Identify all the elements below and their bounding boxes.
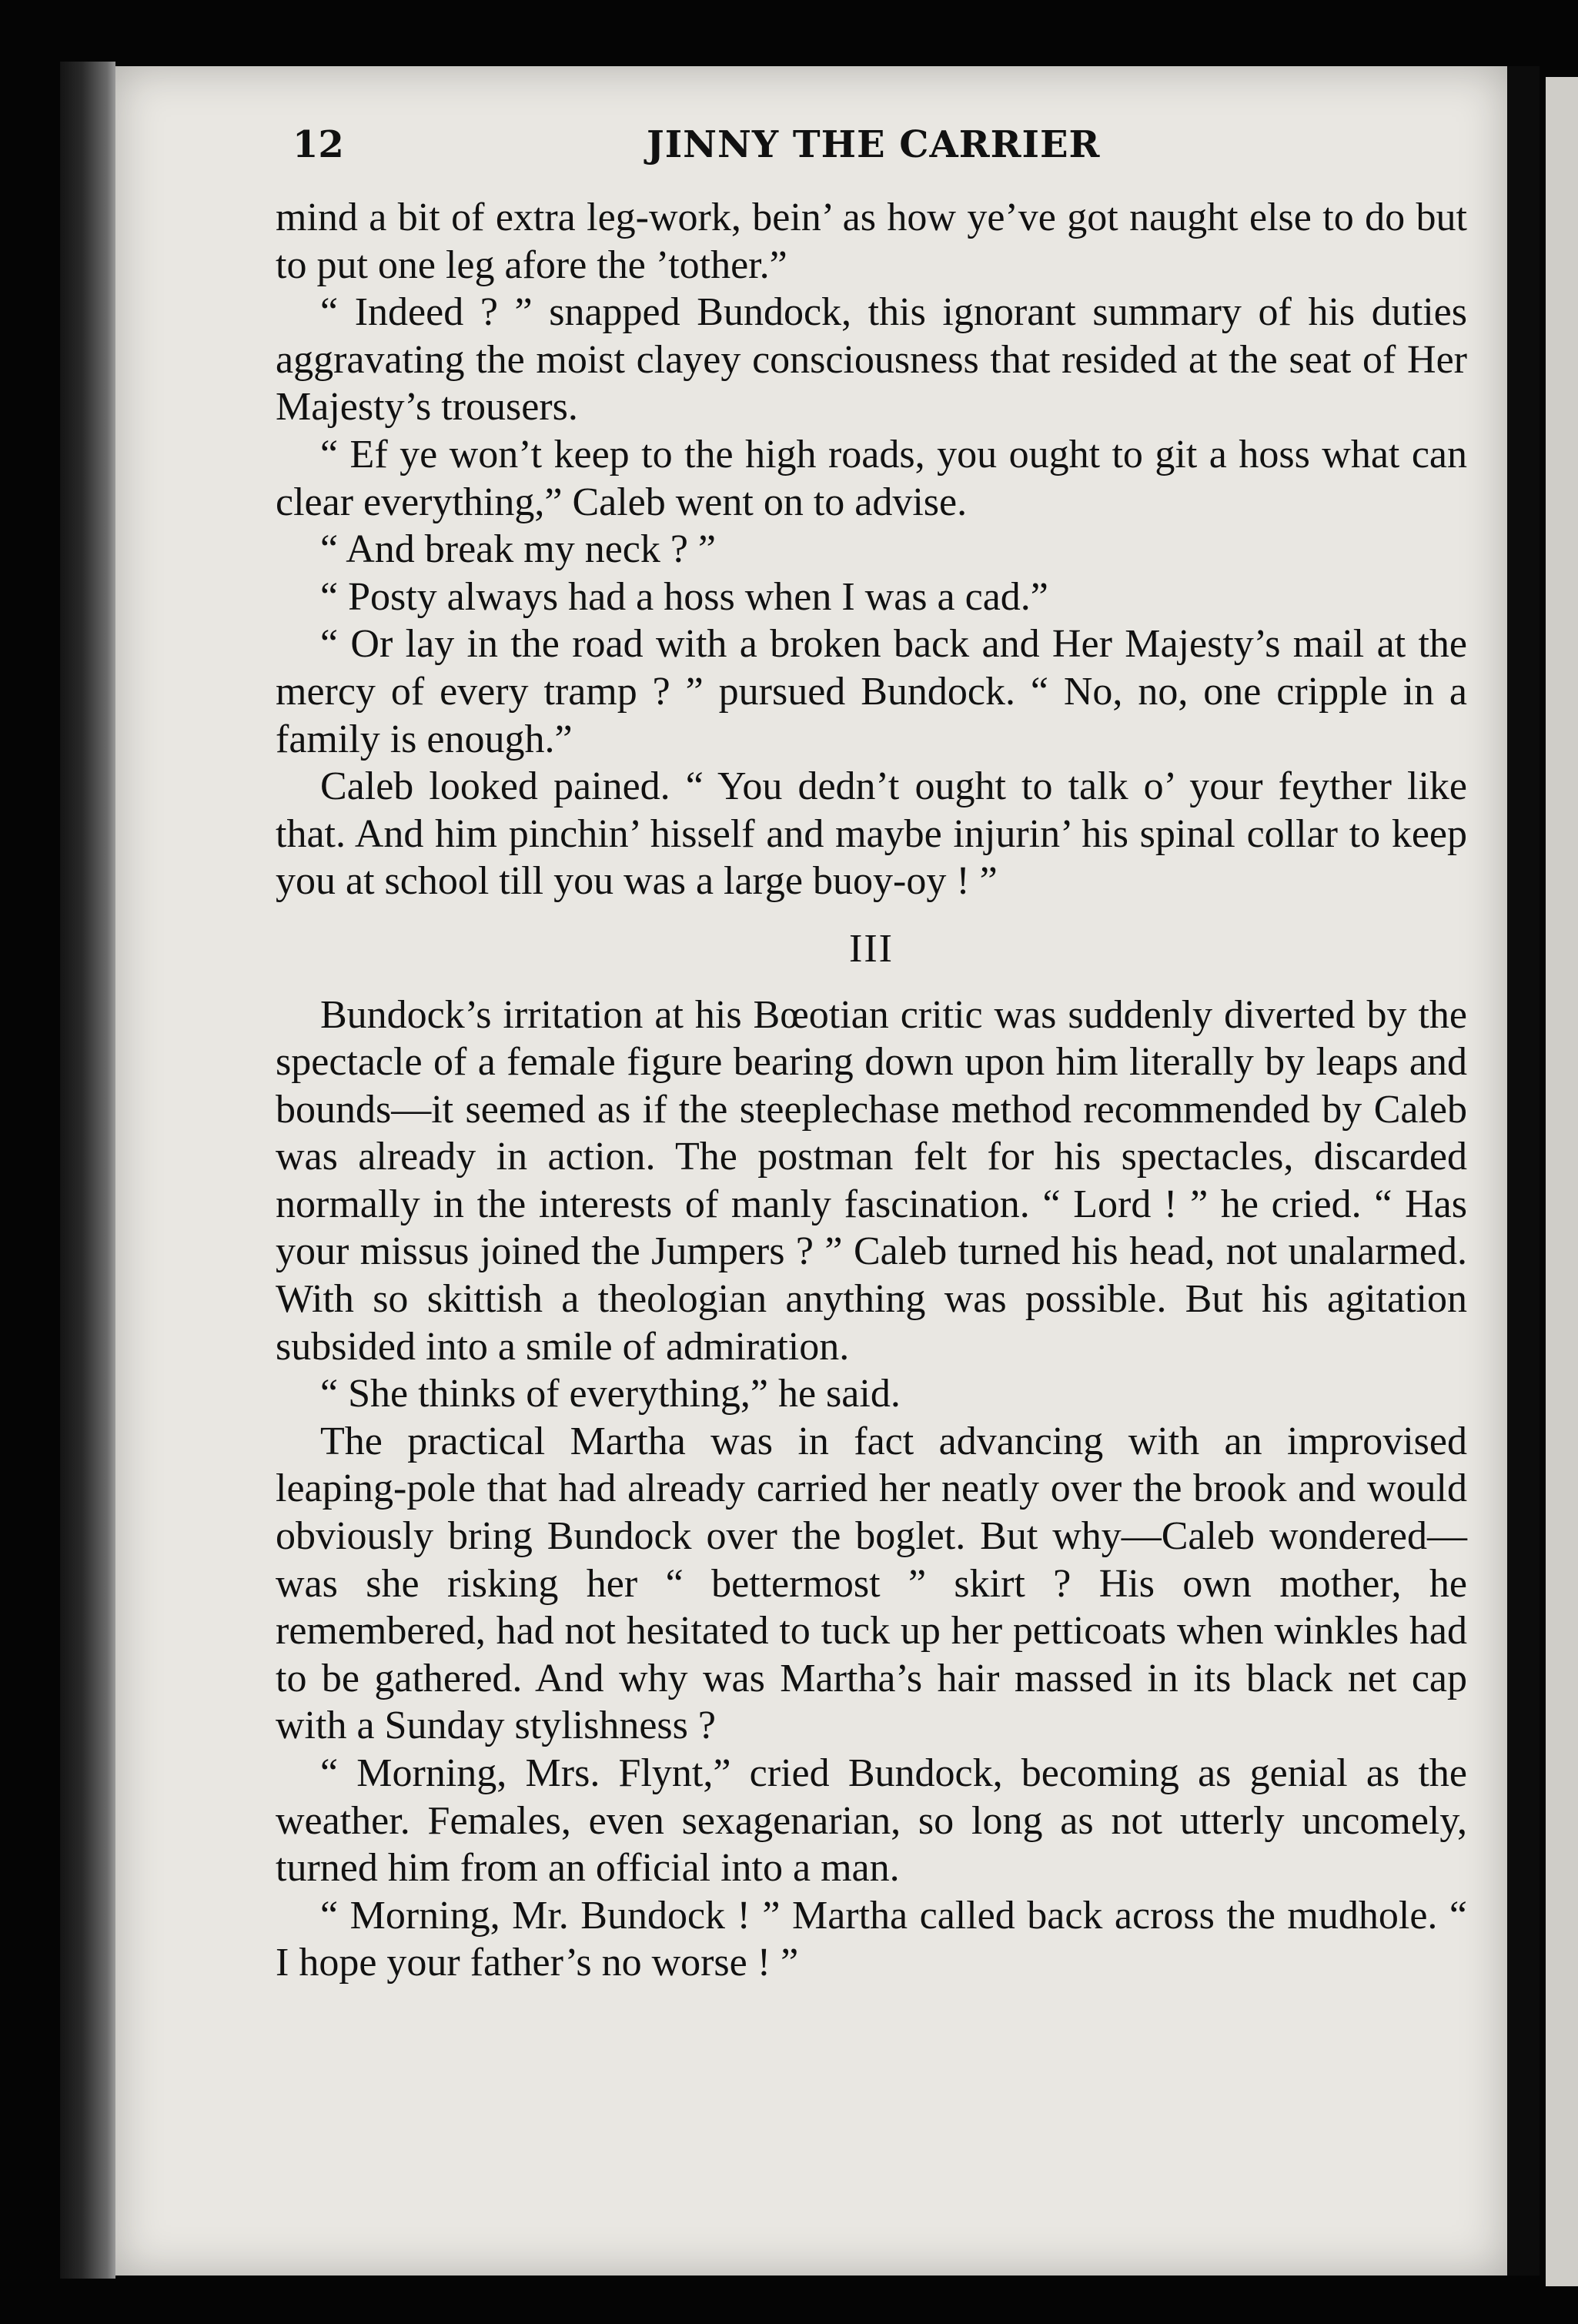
- book-spine: [60, 62, 115, 2279]
- paragraph: Caleb looked pained. “ You dedn’t ought to talk o’ your feyther like that. And him pinchin’ hisself and maybe injurin’ his spinal collar to keep you at school till you was a large buoy-oy ! ”: [276, 764, 1467, 904]
- paragraph: “ Morning, Mr. Bundock ! ” Martha called back across the mudhole. “ I hope your father’s no worse ! ”: [276, 1893, 1467, 1985]
- paragraph: “ Posty always had a hoss when I was a cad.”: [320, 574, 1048, 619]
- section-heading: III: [849, 926, 894, 971]
- page-header: [293, 123, 1469, 185]
- paragraph: The practical Martha was in fact advancing with an improvised leaping-pole that had already carried her neatly over the brook and would obviously bring Bundock over the boglet. But why—Caleb wondered—was she risking her “ bettermost ” skirt ? His own mother, he remembered, had not hesitated to tuck up her petticoats when winkles had to be gathered. And why was Martha’s hair massed in its black net cap with a Sunday stylishness ?: [276, 1419, 1467, 1748]
- paragraph: “ Or lay in the road with a broken back and Her Majesty’s mail at the mercy of every tramp ? ” pursued Bundock. “ No, no, one cripple in a family is enough.”: [276, 622, 1467, 761]
- paragraph: “ Morning, Mrs. Flynt,” cried Bundock, becoming as genial as the weather. Females, even sexagenarian, so long as not utterly uncomely, turned him from an official into a man.: [276, 1751, 1467, 1891]
- page-gutter: [1507, 66, 1540, 2276]
- facing-page-edge: [1546, 77, 1578, 2286]
- body-text: [276, 194, 1467, 1987]
- paragraph: “ And break my neck ? ”: [320, 527, 717, 572]
- page-number: 12: [293, 123, 344, 166]
- paragraph: mind a bit of extra leg-work, bein’ as how ye’ve got naught else to do but to put one leg afore the ’tother.”: [276, 196, 1467, 287]
- paragraph: “ She thinks of everything,” he said.: [320, 1372, 901, 1416]
- running-title: JINNY THE CARRIER: [647, 123, 1101, 166]
- paragraph: “ Indeed ? ” snapped Bundock, this ignorant summary of his duties aggravating the moist clayey consciousness that resided at the seat of Her Majesty’s trousers.: [276, 290, 1467, 430]
- paragraph: Bundock’s irritation at his Bœotian critic was suddenly diverted by the spectacle of a female figure bearing down upon him literally by leaps and bounds—it seemed as if the steeplechase method recommended by Caleb was already in action. The postman felt for his spectacles, discarded normally in the interests of manly fascination. “ Lord ! ” he cried. “ Has your missus joined the Jumpers ? ” Caleb turned his head, not unalarmed. With so skittish a theologian anything was possible. But his agitation subsided into a smile of admiration.: [276, 992, 1467, 1369]
- paragraph: “ Ef ye won’t keep to the high roads, you ought to git a hoss what can clear everything,” Caleb went on to advise.: [276, 432, 1467, 524]
